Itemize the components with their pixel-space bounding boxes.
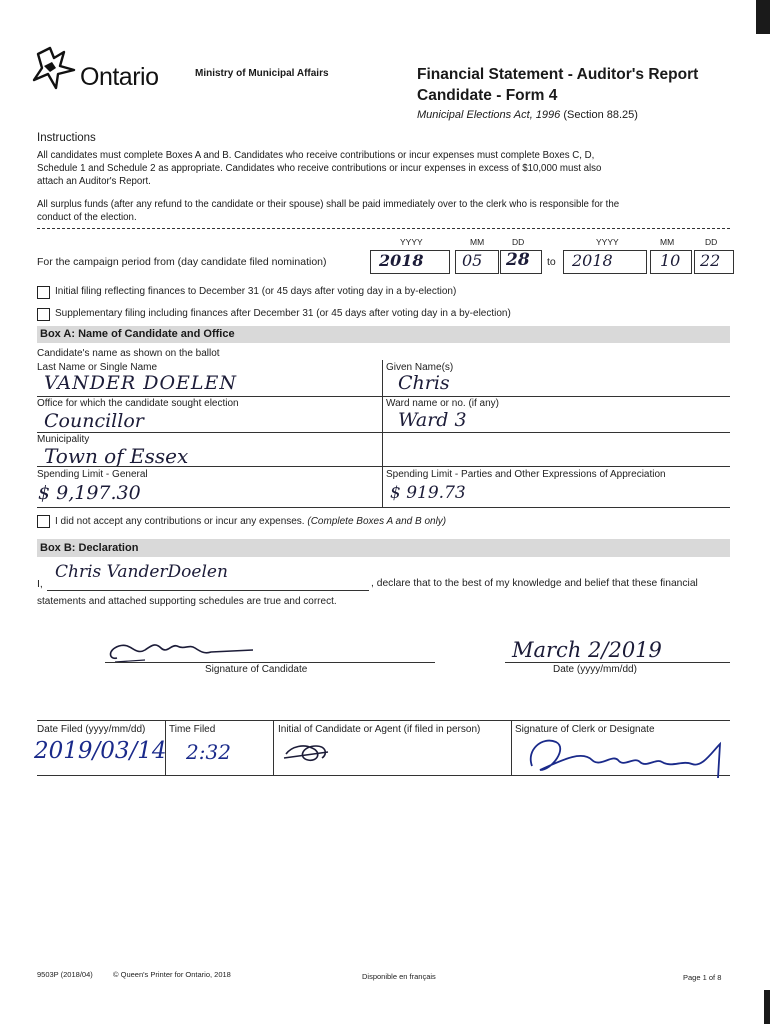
scan-edge-bar: [756, 0, 770, 34]
to-day-header: DD: [705, 237, 718, 247]
initial-filing-checkbox[interactable]: [37, 286, 50, 299]
date-filed-value: 2019/03/14: [34, 738, 167, 764]
given-name-label: Given Name(s): [386, 362, 454, 373]
spending-limit-general-label: Spending Limit - General: [37, 469, 148, 480]
instructions-para2: [37, 198, 737, 224]
municipality-label: Municipality: [37, 434, 90, 445]
instructions-heading: Instructions: [37, 132, 96, 144]
spending-limit-parties-label: Spending Limit - Parties and Other Expressions of Appreciation: [386, 469, 666, 480]
to-year-value: 2018: [572, 251, 613, 270]
candidate-signature-label: Signature of Candidate: [205, 664, 308, 675]
column-divider: [382, 360, 383, 507]
ward-label: Ward name or no. (if any): [386, 398, 500, 409]
instructions-para1: [37, 149, 737, 188]
filed-divider: [273, 720, 274, 775]
from-day-header: DD: [512, 237, 525, 247]
to-month-header: MM: [660, 237, 675, 247]
declarant-name: Chris VanderDoelen: [55, 562, 228, 582]
time-filed-label: Time Filed: [169, 724, 216, 735]
municipality-value: Town of Essex: [44, 444, 189, 468]
to-month-value: 10: [660, 251, 681, 270]
candidate-signature-line: [105, 662, 435, 663]
ballot-name-label: Candidate's name as shown on the ballot: [37, 348, 220, 359]
instructions-line: conduct of the election.: [37, 212, 137, 223]
declarant-underline: [47, 590, 369, 591]
form-title-line2: Candidate - Form 4: [417, 87, 558, 104]
declaration-date-value: March 2/2019: [512, 638, 662, 662]
ontario-wordmark: Ontario: [80, 63, 159, 91]
clerk-signature-label: Signature of Clerk or Designate: [515, 724, 655, 735]
declaration-i: I,: [37, 578, 43, 590]
instructions-line: All surplus funds (after any refund to the candidate or their spouse) shall be paid immediately over to the clerk who is responsible for the: [37, 199, 620, 210]
copyright: © Queen's Printer for Ontario, 2018: [113, 970, 231, 979]
no-contributions-note: (Complete Boxes A and B only): [304, 516, 447, 527]
supplementary-filing-label: Supplementary filing including finances after December 31 (or 45 days after voting day in a by-election): [55, 308, 511, 319]
declaration-text-2: statements and attached supporting schedules are true and correct.: [37, 596, 337, 607]
filed-divider: [511, 720, 512, 775]
from-month-header: MM: [470, 237, 485, 247]
time-filed-value: 2:32: [186, 740, 231, 764]
initial-filing-label: Initial filing reflecting finances to December 31 (or 45 days after voting day in a by-election): [55, 286, 457, 297]
ministry-name: Ministry of Municipal Affairs: [195, 68, 329, 79]
form-number: 9503P (2018/04): [37, 970, 93, 979]
spending-limit-general-value: $ 9,197.30: [38, 482, 141, 504]
office-label: Office for which the candidate sought election: [37, 398, 239, 409]
office-value: Councillor: [44, 410, 144, 432]
act-section: (Section 88.25): [560, 109, 638, 121]
act-name: Municipal Elections Act, 1996: [417, 109, 561, 121]
declaration-date-line: [505, 662, 730, 663]
instructions-line: All candidates must complete Boxes A and B. Candidates who receive contributions or incur expenses must complete Boxes C, D,: [37, 150, 595, 161]
initial-scribble: [282, 738, 352, 766]
row-line: [37, 432, 730, 433]
box-b-heading: Box B: Declaration: [40, 542, 139, 554]
row-line: [37, 466, 730, 467]
clerk-signature: [522, 730, 727, 782]
last-name-label: Last Name or Single Name: [37, 362, 158, 373]
instructions-line: Schedule 1 and Schedule 2 as appropriate. Candidates who receive contributions or incur expenses in excess of $10,000 must also: [37, 163, 602, 174]
box-a-heading: Box A: Name of Candidate and Office: [40, 328, 235, 340]
from-month-value: 05: [462, 251, 483, 270]
act-reference: [417, 109, 638, 121]
given-name-value: Chris: [398, 372, 450, 394]
last-name-value: VANDER DOELEN: [44, 372, 238, 394]
no-contributions-label: [55, 516, 446, 527]
declaration-text-1: , declare that to the best of my knowledge and belief that these financial: [371, 578, 698, 589]
box-b-header-bar: [37, 539, 730, 557]
initial-label: Initial of Candidate or Agent (if filed in person): [278, 724, 481, 735]
from-day-value: 28: [506, 250, 530, 270]
to-year-header: YYYY: [596, 237, 619, 247]
no-contributions-text: I did not accept any contributions or incur any expenses.: [55, 516, 305, 527]
from-year-value: 2018: [379, 251, 424, 270]
ward-value: Ward 3: [398, 409, 467, 431]
from-year-header: YYYY: [400, 237, 423, 247]
to-label: to: [547, 256, 556, 268]
supplementary-filing-checkbox[interactable]: [37, 308, 50, 321]
spending-limit-parties-value: $ 919.73: [390, 483, 466, 503]
row-line: [37, 396, 730, 397]
french-availability: Disponible en français: [362, 972, 436, 981]
row-line: [37, 507, 730, 508]
declaration-date-label: Date (yyyy/mm/dd): [553, 664, 637, 675]
ontario-trillium-logo-icon: [30, 44, 86, 92]
campaign-period-label: For the campaign period from (day candidate filed nomination): [37, 256, 327, 268]
divider: [37, 228, 730, 229]
date-filed-label: Date Filed (yyyy/mm/dd): [37, 724, 146, 735]
scan-edge-bar: [764, 990, 770, 1024]
filed-box-top: [37, 720, 730, 721]
instructions-line: attach an Auditor's Report.: [37, 176, 151, 187]
to-day-value: 22: [700, 251, 721, 270]
form-title-line1: Financial Statement - Auditor's Report: [417, 66, 699, 83]
page-number: Page 1 of 8: [683, 973, 722, 982]
no-contributions-checkbox[interactable]: [37, 515, 50, 528]
